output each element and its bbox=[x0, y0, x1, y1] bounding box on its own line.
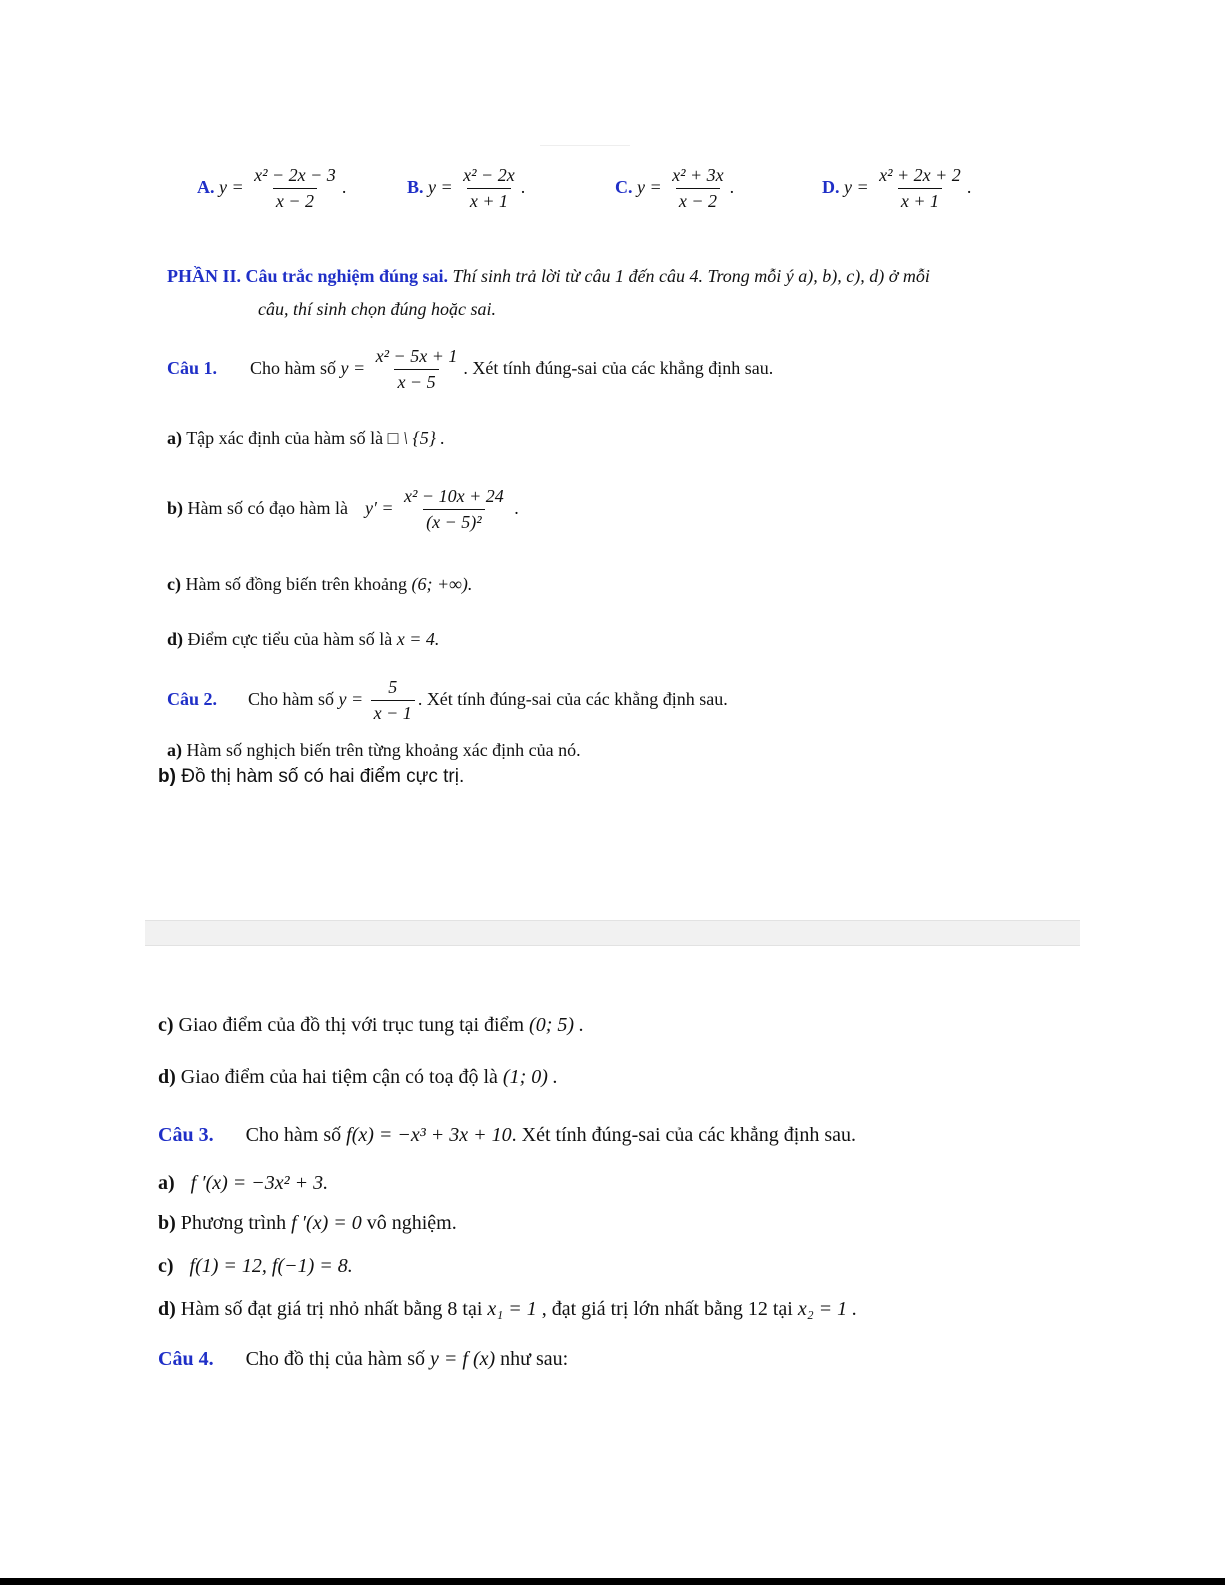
q2-fraction bbox=[371, 678, 415, 724]
option-end: . bbox=[966, 176, 972, 197]
statement-text: Phương trình bbox=[180, 1212, 287, 1234]
option-end: . bbox=[341, 176, 347, 197]
q3-statement-a bbox=[158, 1172, 328, 1195]
fraction-numerator: x² + 2x + 2 bbox=[879, 165, 961, 185]
option-fraction bbox=[460, 166, 518, 212]
q1-tail: . Xét tính đúng-sai của các khẳng định sau. bbox=[463, 357, 774, 378]
statement-label: d) bbox=[158, 1298, 176, 1320]
q3-statement-d bbox=[158, 1298, 857, 1321]
part2-heading: PHẦN II. Câu trắc nghiệm đúng sai. bbox=[167, 266, 449, 286]
statement-text-2: , đạt giá trị lớn nhất bằng 12 tại bbox=[541, 1298, 793, 1320]
statement-label: c) bbox=[158, 1255, 174, 1277]
q1-statement-d bbox=[167, 629, 439, 650]
statement-text: Tập xác định của hàm số là bbox=[186, 428, 384, 448]
q2-statement-d bbox=[158, 1066, 558, 1089]
fraction-denominator: x + 1 bbox=[467, 188, 511, 212]
q4-tail: như sau: bbox=[500, 1348, 569, 1370]
statement-math: (6; +∞). bbox=[411, 574, 473, 594]
option-fraction bbox=[876, 166, 964, 212]
option-end: . bbox=[520, 176, 526, 197]
statement-label: a) bbox=[158, 1172, 175, 1194]
part2-heading-line bbox=[167, 266, 930, 287]
q3-intro: Cho hàm số bbox=[245, 1124, 342, 1146]
option-letter: D. bbox=[822, 176, 840, 197]
statement-end: . bbox=[514, 497, 519, 518]
q4-stem bbox=[158, 1348, 568, 1371]
statement-label: c) bbox=[158, 1014, 174, 1036]
bottom-edge-bar bbox=[0, 1578, 1225, 1585]
option-fraction bbox=[669, 166, 727, 212]
q3-statement-b bbox=[158, 1212, 457, 1235]
part2-instruction: Thí sinh trả lời từ câu 1 đến câu 4. Trong mỗi ý a), b), c), d) ở mỗi bbox=[452, 266, 930, 286]
faint-line bbox=[540, 145, 630, 146]
part2-instruction-line2: câu, thí sinh chọn đúng hoặc sai. bbox=[258, 299, 496, 319]
option-a bbox=[197, 166, 346, 212]
fraction-denominator: x − 2 bbox=[273, 188, 317, 212]
statement-label: b) bbox=[167, 497, 184, 518]
q2-statement-b bbox=[158, 766, 464, 788]
fraction-denominator: x − 2 bbox=[676, 188, 720, 212]
fraction-numerator: 5 bbox=[388, 677, 398, 697]
q2-statement-a bbox=[167, 740, 581, 761]
option-d bbox=[822, 166, 971, 212]
fraction-denominator: x − 1 bbox=[371, 700, 415, 724]
option-letter: B. bbox=[407, 176, 424, 197]
page-break-band bbox=[145, 920, 1080, 946]
statement-text: Đồ thị hàm số có hai điểm cực trị. bbox=[181, 766, 465, 787]
option-letter: C. bbox=[615, 176, 633, 197]
option-fraction bbox=[251, 166, 339, 212]
statement-text: Hàm số nghịch biến trên từng khoảng xác định của nó. bbox=[186, 740, 581, 760]
option-lhs: y = bbox=[219, 176, 244, 197]
q3-statement-c bbox=[158, 1255, 353, 1278]
fraction-numerator: x² − 2x − 3 bbox=[254, 165, 336, 185]
statement-text: Giao điểm của hai tiệm cận có toạ độ là bbox=[180, 1066, 498, 1088]
statement-label: b) bbox=[158, 1212, 176, 1234]
q3-stem bbox=[158, 1124, 856, 1147]
q4-label: Câu 4. bbox=[158, 1348, 214, 1370]
q2-tail: . Xét tính đúng-sai của các khẳng định sau. bbox=[417, 688, 728, 709]
statement-math: x = 4. bbox=[396, 629, 440, 649]
option-end: . bbox=[729, 176, 735, 197]
fraction-numerator: x² − 5x + 1 bbox=[375, 346, 458, 366]
q1-label: Câu 1. bbox=[167, 357, 218, 378]
statement-label: b) bbox=[158, 766, 176, 787]
statement-math: (0; 5) . bbox=[529, 1014, 585, 1036]
q2-stem bbox=[167, 678, 728, 724]
statement-math-2: x₂ = 1 . bbox=[797, 1298, 858, 1320]
statement-math: (1; 0) . bbox=[502, 1066, 558, 1088]
q4-math: y = f (x) bbox=[430, 1348, 496, 1370]
q2-lhs: y = bbox=[338, 688, 364, 709]
statement-text: Hàm số đồng biến trên khoảng bbox=[185, 574, 407, 594]
statement-label: d) bbox=[167, 629, 184, 649]
option-lhs: y = bbox=[637, 176, 662, 197]
q1-fraction bbox=[373, 347, 461, 393]
option-b bbox=[407, 166, 525, 212]
option-lhs: y = bbox=[844, 176, 869, 197]
q1-statement-b bbox=[167, 487, 519, 533]
q2-statement-c bbox=[158, 1014, 584, 1037]
statement-text: Hàm số có đạo hàm là bbox=[187, 497, 348, 518]
q1-lhs: y = bbox=[340, 357, 366, 378]
q3-label: Câu 3. bbox=[158, 1124, 214, 1146]
statement-math: f ′(x) = −3x² + 3. bbox=[190, 1172, 329, 1194]
statement-math: x₁ = 1 bbox=[487, 1298, 537, 1320]
q4-intro: Cho đồ thị của hàm số bbox=[245, 1348, 426, 1370]
q1-stem bbox=[167, 347, 773, 393]
q2-intro: Cho hàm số bbox=[248, 688, 335, 709]
fraction-numerator: x² + 3x bbox=[672, 165, 724, 185]
option-lhs: y = bbox=[428, 176, 453, 197]
statement-label: c) bbox=[167, 574, 181, 594]
statement-text: Điểm cực tiểu của hàm số là bbox=[187, 629, 393, 649]
q2-label: Câu 2. bbox=[167, 688, 218, 709]
statement-label: d) bbox=[158, 1066, 176, 1088]
q3-tail: . Xét tính đúng-sai của các khẳng định sau. bbox=[511, 1124, 856, 1146]
q3-math: f(x) = −x³ + 3x + 10 bbox=[346, 1124, 512, 1146]
fraction-denominator: x − 5 bbox=[394, 369, 438, 393]
fraction-numerator: x² − 2x bbox=[463, 165, 515, 185]
statement-math: f ′(x) = 0 bbox=[291, 1212, 362, 1234]
statement-fraction bbox=[401, 487, 507, 533]
statement-text-2: vô nghiệm. bbox=[366, 1212, 457, 1234]
option-c bbox=[615, 166, 734, 212]
q1-statement-a bbox=[167, 428, 445, 449]
q1-intro: Cho hàm số bbox=[250, 357, 337, 378]
fraction-denominator: x + 1 bbox=[898, 188, 942, 212]
statement-math: f(1) = 12, f(−1) = 8. bbox=[189, 1255, 353, 1277]
statement-text: Giao điểm của đồ thị với trục tung tại điểm bbox=[178, 1014, 525, 1036]
fraction-denominator: (x − 5)² bbox=[423, 509, 485, 533]
statement-math: □ \ {5} . bbox=[387, 428, 445, 448]
statement-lhs: y′ = bbox=[364, 497, 394, 518]
statement-label: a) bbox=[167, 428, 182, 448]
option-letter: A. bbox=[197, 176, 215, 197]
q1-statement-c bbox=[167, 574, 472, 595]
statement-text: Hàm số đạt giá trị nhỏ nhất bằng 8 tại bbox=[180, 1298, 483, 1320]
statement-label: a) bbox=[167, 740, 182, 760]
fraction-numerator: x² − 10x + 24 bbox=[404, 486, 504, 506]
